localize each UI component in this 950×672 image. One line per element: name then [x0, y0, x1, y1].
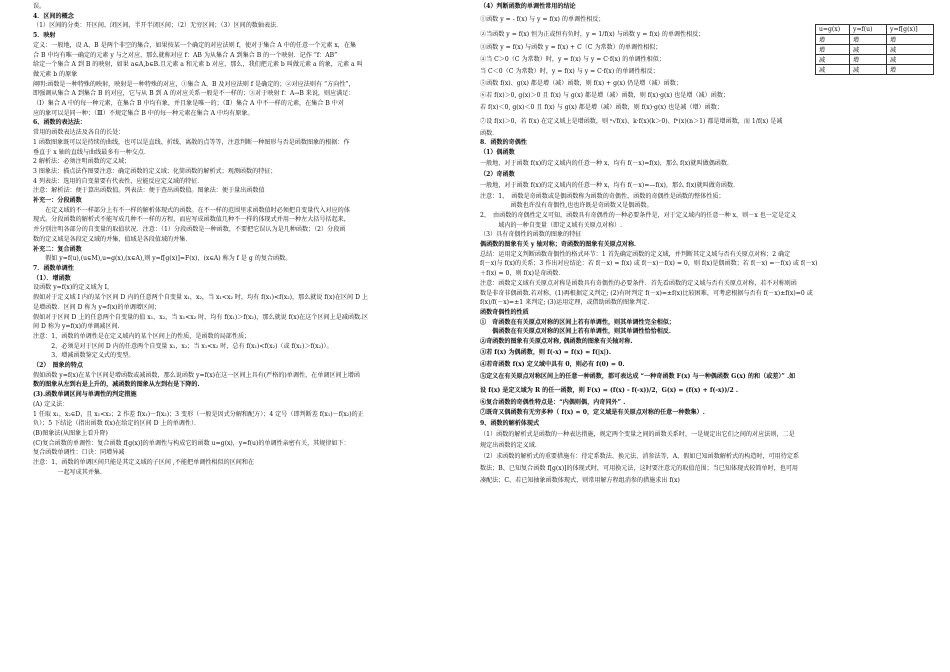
- left-column: [33, 2, 463, 477]
- section-heading-line: (3).函数单调区间与单调性的判定措施: [33, 391, 137, 399]
- text-line: 是增函数．区间 D 称为 y=f(x)的单调增区间；: [33, 303, 161, 311]
- table-header-cell: y=f[g(x)]: [887, 25, 934, 35]
- text-line: 即强调从集合 A 到集合 B 的对应，它与从 B 到 A 的对应关系一般是不一样的；③对于映射 f：A→B 来说，则应满足：: [33, 90, 355, 98]
- text-line: 注意：解析法：便于算出函数值。列表法：便于查出函数值。图象法：便于量出函数值: [33, 187, 265, 195]
- text-line: 常用的函数表达法及各自的长处：: [33, 129, 125, 137]
- text-line: 2 解析法：必须注明函数的定义域；: [33, 158, 131, 166]
- text-line: ④当 C＞0（C 为常数）时，y = f(x) 与 y = C·f(x) 的单调性相似；: [480, 55, 665, 63]
- text-line: 做元素 b 的原象: [33, 70, 78, 78]
- table-row: [816, 35, 934, 45]
- text-line: 函数．: [480, 129, 499, 137]
- text-line: 定义：一般地，设 A、B 是两个非空的集合，如果按某一个确定的对应法则 f，使对于集合 A 中的任意一个元素 x，在集: [33, 41, 357, 49]
- text-line: 在定义域的不一样部分上有不一样的解析体现式的函数。在不一样的范围里求函数值时必须把自变量代入对应的体: [33, 206, 350, 214]
- section-heading-line: ③若 f(x) 为偶函数，则 f(-x) = f(x) = f(|x|).: [480, 348, 611, 356]
- text-line: 2、必须是对于区间 D 内的任意两个自变量 x₁，x₂；当 x₁<x₂ 时，总有 f(x₁)<f(x₂)（或 f(x₁)＞f(x₂)）。: [33, 342, 333, 350]
- text-line: ⑤函数 f(x)、g(x) 都是增（减）函数，则 f(x) + g(x) 仍是增（减）函数；: [480, 79, 682, 87]
- text-line: （1）函数的解析式是函数的一种表达措施，规定两个变量之间的函数关系时，一是规定出它们之间的对应法则，二是: [480, 431, 795, 439]
- composite-monotonicity-table: [815, 24, 934, 75]
- text-line: 设函数 y=f(x)的定义域为 I，: [33, 284, 114, 292]
- section-heading-line: ⑦既奇又偶函数有无穷多种（ f(x) = 0，定义域是有关原点对称的任意一种数集）.: [480, 409, 705, 417]
- section-heading-line: 补充一：分段函数: [33, 197, 82, 205]
- text-line: 凑配法；C、若已知抽象函数体现式，则常用解方程组消参的措施求出 f(x): [480, 476, 680, 484]
- table-cell: 减: [850, 65, 887, 75]
- section-heading-line: ⑤定义在有关原点对称区间上的任意一种函数，都可表达成 “一种奇函数 F(x) 与一种偶函数 G(x) 的和（或差）” .如: [480, 372, 796, 380]
- text-line: 2、 由函数的奇偶性定义可知，函数具有奇偶性的一种必要条件是，对于定义域内的任意一种 x，则－x 也一定是定义: [480, 211, 797, 219]
- text-line: 垂直于 x 轴的直线与曲线最多有一种交点．: [33, 148, 150, 156]
- text-line: 函数也许没有奇偶性,也也许既是奇函数又是偶函数。: [480, 202, 653, 210]
- table-cell: 增: [887, 35, 934, 45]
- section-heading-line: ②奇函数的图象有关原点对称, 偶函数的图象有关轴对称.: [480, 338, 633, 346]
- table-row: [816, 45, 934, 55]
- section-heading-line: 偶函数的图象有关 y 轴对称；奇函数的图象有关原点对称．: [480, 241, 641, 249]
- table-header-row: [816, 25, 934, 35]
- section-heading-line: 8．函数的奇偶性: [480, 139, 527, 147]
- table-cell: 增: [816, 35, 850, 45]
- text-line: 阐明:函数是一种特殊的映射，映射是一种特殊的对应，①集合 A、B 及对应法则 f 是确定的；②对应法则有 “方向性”，: [33, 80, 355, 88]
- section-heading-line: 补充二：复合函数: [33, 245, 82, 253]
- text-line: 当 C＜0（C 为常数）时，y = f(x) 与 y = C·f(x) 的单调性相反；: [480, 67, 659, 75]
- text-line: （2）求函数的解析式的重要措施有：待定系数法、换元法、消参法等，A、假如已知函数解析式的构造时，可用待定系: [480, 452, 800, 460]
- text-line: 假如对于定义域 I 内的某个区间 D 内的任意两个自变量 x₁，x₂，当 x₁<x₂ 时，均有 f(x₁)<f(x₂)，那么就说 f(x)在区间 D 上: [33, 294, 369, 302]
- table-header-cell: y=f(u): [850, 25, 887, 35]
- text-line: 并分别注明各部分的自变量的取值状况．注意：（1）分段函数是一种函数，不要把它误认为是几种函数；（2）分段函: [33, 226, 346, 234]
- text-line: (B)图象法(从图象上看升降): [33, 429, 108, 437]
- text-line: ⑥若 f(x)＞0, g(x)＞0 且 f(x) 与 g(x) 都是增（减）函数，则 f(x)·g(x) 也是增（减）函数；: [480, 91, 730, 99]
- text-line: 负）；5 下结论（指出函数 f(x)在给定的区间 D 上的单调性）．: [33, 420, 201, 428]
- table-cell: 减: [816, 55, 850, 65]
- text-line: ＋f(x) = 0，则 f(x)是奇函数．: [480, 270, 565, 278]
- text-line: ②当函数 y = f(x) 恒为正或恒有负时，y = 1/f(x) 与函数 y = f(x) 的单调性相反；: [480, 30, 705, 38]
- text-line: （3）具有奇偶性的函数的图象的特征: [480, 231, 582, 239]
- section-heading-line: （2）奇函数: [480, 170, 515, 178]
- section-heading-line: ⑥复合函数的奇偶性特点是：“内偶则偶，内奇同外” .: [480, 398, 626, 406]
- text-line: 规定出函数的定义域.: [480, 442, 537, 450]
- text-line: f(x)/f(－x)=±1 来判定; (3)运用定理，或借助函数的图象判定．: [480, 299, 654, 307]
- text-line: 3 图象法：描点法作图要注意：确定函数的定义域；化简函数的解析式；观测函数的特征；: [33, 167, 277, 175]
- text-line: ③函数 y = f(x) 与函数 y = f(x) + C（C 为常数）的单调性相似；: [480, 43, 662, 51]
- section-heading-line: （1）．增函数: [33, 274, 71, 282]
- text-line: 一般地，对于函数 f(x)的定义域内的任意一种 x，均有 f(－x)=—f(x)，那么 f(x)就叫做奇函数．: [480, 181, 740, 189]
- text-line: 4 列表法：选用的自变量要有代表性，应能反应定义域的特征．: [33, 177, 204, 185]
- table-cell: 减: [887, 45, 934, 55]
- section-heading-line: ① 奇函数在有关原点对称的区间上若有单调性，则其单调性完全相似；: [480, 318, 675, 326]
- text-line: (A) 定义法：: [33, 400, 69, 408]
- table-cell: 减: [887, 55, 934, 65]
- section-heading-line: 数的图象从左到右是上升的，减函数的图象从左到右是下降的.: [33, 381, 200, 389]
- text-line: 域内的一种自变量（即定义域有关原点对称）.: [480, 221, 623, 229]
- text-line: （1）区间的分类：开区间、闭区间、半开半闭区间；（2）无穷区间；（3）区间的数轴表法．: [33, 22, 283, 30]
- section-heading-line: （2） 图象的特点: [33, 362, 83, 370]
- text-line: 应的象可以是同一种；（Ⅲ）不规定集合 B 中的每一种元素在集合 A 中均有原象。: [33, 109, 254, 117]
- text-line: 注意：函数定义域有关原点对称是函数具有奇偶性的必要条件．首先看函数的定义域与否有关原点对称，若不对称则函: [480, 279, 797, 287]
- text-line: 间 D 称为 y=f(x)的单调减区间.: [33, 323, 120, 331]
- text-line: (C)复合函数的单调性：复合函数 f[g(x)]的单调性与构成它的函数 u=g(x)，y=f(u)的单调性亲密有关，其规律如下：: [33, 439, 350, 447]
- table-row: [816, 55, 934, 65]
- text-line: 误。: [33, 3, 46, 10]
- table-cell: 减: [816, 65, 850, 75]
- text-line: f(－x)与 f(x)的关系；3 作出对应结论：若 f(－x) = f(x) 或 f(－x)－f(x) = 0，则 f(x)是偶函数；若 f(－x) =－f(x) 或 f(－x): [480, 260, 818, 268]
- text-line: ①函数 y = - f(x) 与 y = f(x) 的单调性相反；: [480, 15, 605, 23]
- text-line: 注意：1、函数的单调性是在定义域内的某个区间上的性质，是函数的局部性质；: [33, 332, 251, 340]
- section-heading-line: 7．函数单调性: [33, 264, 74, 272]
- text-line: ⑦设 f(x)＞0，若 f(x) 在定义域上是增函数，则 ⁿ√f(x)、k·f(x)(k＞0)、fⁿ(x)(n＞1) 都是增函数，而 1/f(x) 是减: [480, 117, 783, 125]
- table-cell: 增: [850, 35, 887, 45]
- text-line: 现式。分段函数的解析式不能写成几种不一样的方程，而应写成函数值几种不一样的体现式并用一种左大括号括起来，: [33, 216, 350, 224]
- section-heading-line: ④若奇函数 f(x) 定义域中具有 0，则必有 f(0) = 0.: [480, 360, 625, 368]
- text-line: 假如函数 y=f(x)在某个区间是增函数或减函数，那么说函数 y=f(x)在这一区间上具有(严格的)单调性，在单调区间上增函: [33, 371, 360, 379]
- text-line: 数法；B、已知复合函数 f[g(x)]的体现式时，可用换元法，这时要注意元的取值范围；当已知体现式较简单时，也可用: [480, 464, 799, 472]
- text-line: 数的定义域是各段定义域的并集，值域是各段值域的并集．: [33, 235, 192, 243]
- table-cell: 减: [850, 45, 887, 55]
- section-heading-line: 偶函数在有关原点对称的区间上若有单调性，则其单调性恰恰相反.: [480, 328, 672, 336]
- text-line: 一起写成其并集.: [33, 468, 102, 476]
- text-line: 给定一个集合 A 到 B 的映射，如果 a∈A,b∈B.且元素 a 和元素 b 对应，那么，我们把元素 b 叫做元素 a 的象，元素 a 叫: [33, 61, 363, 69]
- section-heading-line: 9、函数的解析体现式: [480, 420, 540, 428]
- section-heading-line: （4）判断函数的单调性常用的结论: [480, 3, 576, 10]
- table-header-cell: u=g(x): [816, 25, 850, 35]
- text-line: 数是非奇非偶函数.若对称，(1)再根据定义判定; (2)有时判定 f(－x)=±f(x)比较困难，可考虑根据与否有 f(－x)±f(x)=0 或: [480, 289, 813, 297]
- section-heading-line: 5．映射: [33, 32, 56, 40]
- table-cell: 增: [850, 55, 887, 65]
- text-line: 若 f(x)＜0, g(x)＜0 且 f(x) 与 g(x) 都是增（减）函数，则 f(x)·g(x) 也是减（增）函数；: [480, 103, 723, 111]
- section-heading-line: 设 f(x) 是定义域为 R 的任一函数，则 F(x) = (f(x) - f(-x))/2，G(x) = (f(x) + f(-x))/2 .: [480, 386, 739, 394]
- text-line: 假如 y=f(u),(u∈M),u=g(x),(x∈A),则 y=f[g(x)]=F(x)，(x∈A) 称为 f 是 g 的复合函数。: [33, 255, 292, 263]
- text-line: 假如对于区间 D 上的任意两个自变量的值 x₁，x₂，当 x₁<x₂ 时，均有 f(x₁)＞f(x₂)，那么就说 f(x)在这个区间上是减函数.区: [33, 313, 369, 321]
- text-line: 注意：1、 函数是奇函数或是偶函数称为函数的奇偶性，函数的奇偶性是函数的整体性质；: [480, 192, 725, 200]
- text-line: 3、增减函数鉴定义式的变型。: [33, 352, 135, 360]
- table-cell: 增: [816, 45, 850, 55]
- table-row: [816, 65, 934, 75]
- text-line: 总结：运用定义判断函数奇偶性的格式环节：1 首先确定函数的定义域，并判断其定义域与否有关原点对称；2 确定: [480, 250, 791, 258]
- text-line: 合 B 中均有唯一确定的元素 y 与之对应，那么就称对应 f：AB 为从集合 A 到集合 B 的一个映射．记作 “f：AB”: [33, 51, 338, 59]
- section-heading-line: 4．区间的概念: [33, 12, 74, 20]
- text-line: （Ⅰ）集合 A 中的每一种元素，在集合 B 中均有象，并且象是唯一的；（Ⅱ）集合 A 中不一样的元素，在集合 B 中对: [33, 100, 344, 108]
- text-line: 注意：1、函数的单调区间只能是其定义域的子区间 ,不能把单调性相似的区间和在: [33, 459, 255, 467]
- table-cell: 增: [887, 65, 934, 75]
- text-line: 复合函数单调性：口诀：同增异减: [33, 449, 125, 457]
- section-heading-line: 函数奇偶性的性质: [480, 308, 529, 316]
- section-heading-line: 6、函数的表达法：: [33, 119, 86, 127]
- text-line: 一般地，对于函数 f(x)的定义域内的任意一种 x，均有 f(－x)=f(x)，那么 f(x)就叫做偶函数．: [480, 159, 734, 167]
- text-line: 1 任取 x₁，x₂∈D，且 x₁<x₂；2 作差 f(x₁)－f(x₂)；3 变形（一般是因式分解和配方）；4 定号（即判断差 f(x₁)－f(x₂)的正: [33, 410, 364, 418]
- section-heading-line: （1）偶函数: [480, 149, 515, 157]
- text-line: 1 函数图象既可以是持续的曲线，也可以是直线、折线、离散的点等等，注意判断一种图形与否是函数图象的根据：作: [33, 138, 350, 146]
